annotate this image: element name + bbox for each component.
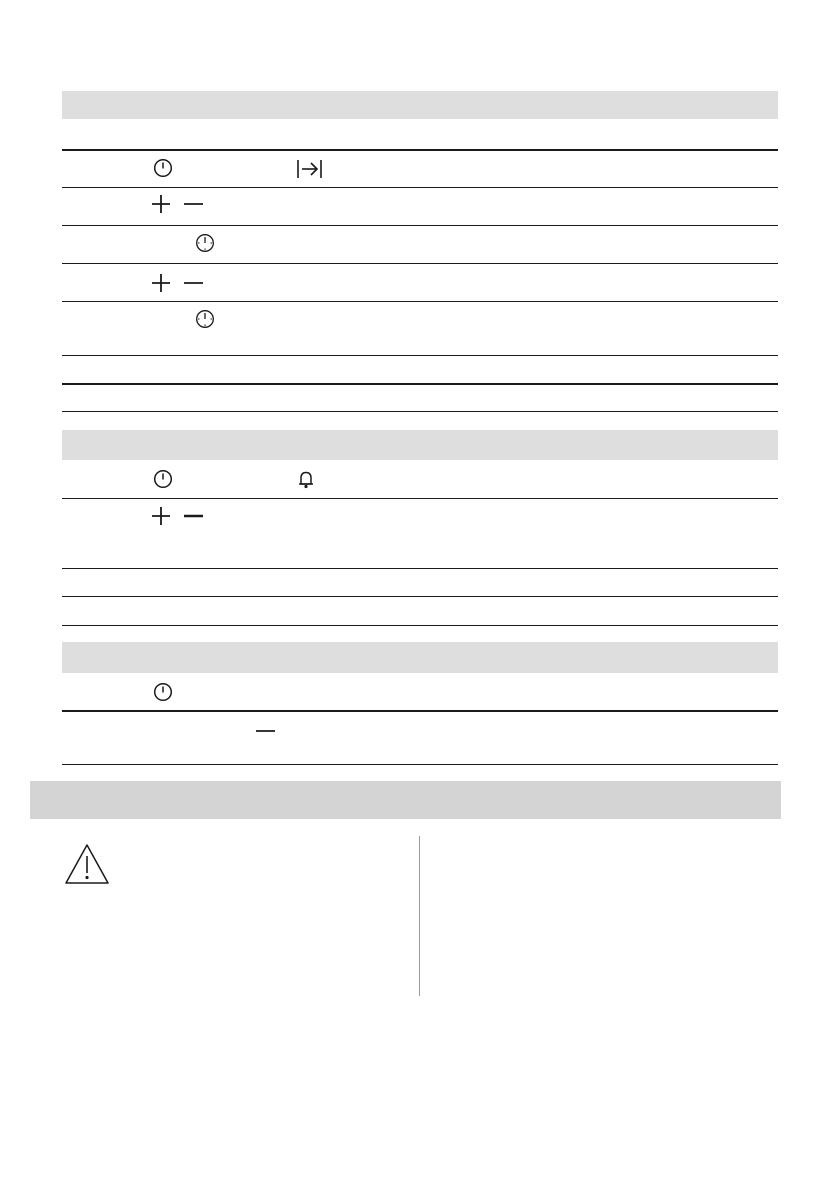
- table-rule: [62, 383, 778, 385]
- minus-icon: [182, 272, 204, 294]
- minus-icon: [254, 720, 276, 742]
- table-rule: [62, 710, 778, 712]
- warning-triangle-icon: [64, 843, 110, 885]
- table-rule: [62, 301, 778, 302]
- column-divider: [419, 836, 420, 996]
- plus-icon: [150, 505, 172, 527]
- section-1-header-band: [62, 91, 778, 119]
- section-2-header-band: [62, 430, 778, 460]
- table-rule: [62, 225, 778, 226]
- minus-icon: [182, 193, 204, 215]
- section-3-header-band: [62, 642, 778, 673]
- table-rule: [62, 355, 778, 356]
- clock-icon: [195, 309, 215, 329]
- table-rule: [62, 764, 778, 765]
- clock-icon: [153, 682, 173, 702]
- plus-icon: [150, 193, 172, 215]
- forward-to-end-icon: [296, 159, 324, 179]
- table-rule: [62, 498, 778, 499]
- bell-icon: [296, 469, 316, 489]
- table-rule: [62, 625, 778, 626]
- chapter-header-band: [30, 781, 781, 819]
- clock-icon: [195, 233, 215, 253]
- table-rule: [62, 596, 778, 597]
- minus-icon: [182, 505, 204, 527]
- table-rule: [62, 149, 778, 151]
- table-rule: [62, 263, 778, 264]
- plus-icon: [150, 272, 172, 294]
- clock-icon: [153, 469, 173, 489]
- table-rule: [62, 411, 778, 412]
- clock-icon: [153, 158, 173, 178]
- table-rule: [62, 568, 778, 569]
- table-rule: [62, 187, 778, 188]
